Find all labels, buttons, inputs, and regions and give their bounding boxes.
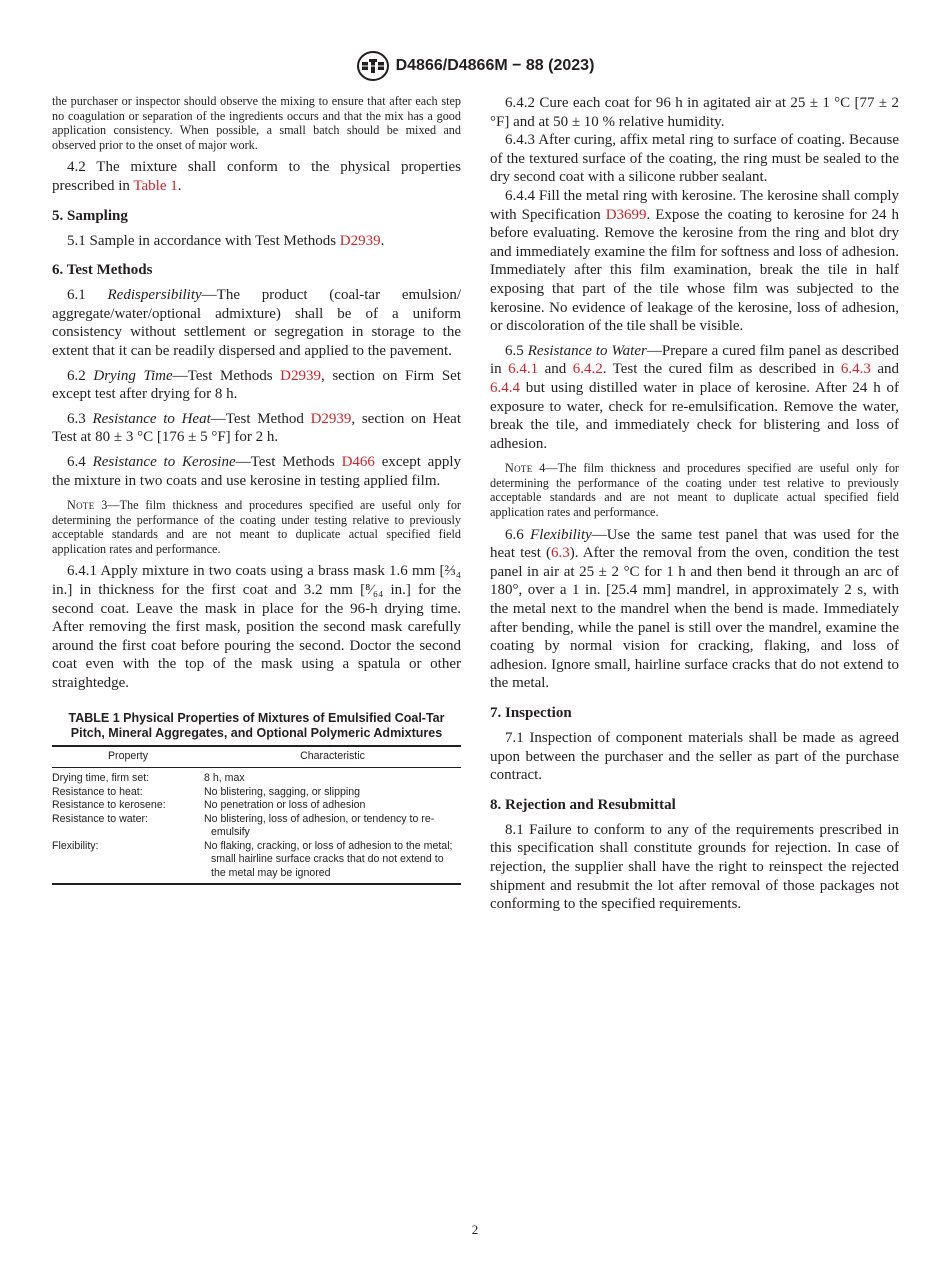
paragraph-6-4-2: 6.4.2 Cure each coat for 96 h in agitated air at 25 ± 1 °C [77 ± 2 °F] and at 50 ± 10 % relative humidity. bbox=[490, 95, 899, 130]
note-3: Note 3—The film thickness and procedures specified are useful only for determining the performance of the coating under testing relative to previously acceptable standards and are not meant to duplicate actual specified field application rates and performance. bbox=[52, 498, 461, 556]
paragraph-6-2: 6.2 Drying Time—Test Methods D2939, section on Firm Set except test after drying for 8 h. bbox=[52, 367, 461, 403]
section-6-4-3-link[interactable]: 6.4.3 bbox=[840, 361, 871, 378]
paragraph-5-1: 5.1 Sample in accordance with Test Methods D2939. bbox=[67, 232, 385, 249]
page-header bbox=[0, 50, 950, 82]
paragraph-4-2: 4.2 The mixture shall conform to the physical properties prescribed in Table 1. bbox=[52, 159, 461, 194]
paragraph-6-4-3: 6.4.3 After curing, affix metal ring to surface of coating. Because of the textured surface of the coating, the ring must be sealed to the dry second coat with a silicone rubber sealant. bbox=[490, 132, 899, 186]
table-1-title: TABLE 1 Physical Properties of Mixtures of Emulsified Coal-Tar Pitch, Mineral Aggregates, and Optional Polymeric Admixtures bbox=[68, 710, 445, 741]
characteristic-cell: No blistering, loss of adhesion, or tendency to re-emulsify bbox=[204, 812, 435, 839]
paragraph-6-6: 6.6 Flexibility—Use the same test panel that was used for the heat test (6.3). After the removal from the oven, condition the test panel in air at 25 ± 2 °C for 1 h and then bend it through an arc of 180°, over a 1 in. [25.4 mm] mandrel, in approximately 2 s, with the metal next to the mandrel when the bend is made. Immediately after bending, while the panel is still over the mandrel, examine the coating by normal vision for cracking, flaking, and loss of adhesion. Ignore small, hairline surface cracks that do not extend to the metal. bbox=[490, 526, 900, 692]
d3699-link[interactable]: D3699 bbox=[605, 206, 647, 223]
table-row bbox=[52, 799, 461, 813]
section-8-heading: 8. Rejection and Resubmittal bbox=[490, 796, 676, 813]
left-column bbox=[52, 94, 461, 885]
section-6-4-1-link[interactable]: 6.4.1 bbox=[508, 361, 539, 378]
paragraph-6-4-1: 6.4.1 Apply mixture in two coats using a brass mask 1.6 mm [⅔₄ in.] in thickness for the first coat and 3.2 mm [⁸⁄₆₄ in.] for the second coat. Leave the mask in place for the 96-h drying time. After removing the first mask, position the second mask carefully around the first coat before pouring the second. Doctor the second coat even with the top of the mask using a spatula or other straightedge. bbox=[52, 563, 461, 692]
d2939-link[interactable]: D2939 bbox=[280, 367, 321, 384]
table-row bbox=[52, 813, 461, 840]
d2939-link[interactable]: D2939 bbox=[339, 232, 381, 249]
property-cell: Resistance to heat: bbox=[52, 785, 143, 798]
page-number: 2 bbox=[471, 1222, 479, 1237]
right-column bbox=[490, 94, 899, 920]
section-6-4-4-link[interactable]: 6.4.4 bbox=[490, 379, 520, 396]
d466-link[interactable]: D466 bbox=[341, 453, 375, 470]
column-header-characteristic: Characteristic bbox=[204, 746, 461, 768]
document-designation: D4866/D4866M − 88 (2023) bbox=[395, 57, 595, 74]
astm-logo-icon bbox=[356, 50, 390, 82]
property-cell: Flexibility: bbox=[52, 839, 99, 852]
property-cell: Resistance to water: bbox=[52, 812, 148, 825]
paragraph-8-1: 8.1 Failure to conform to any of the requirements prescribed in this specification shall constitute grounds for rejection. In case of rejection, the supplier shall have the right to reinspect the rejected shipment and resubmit the lot after removal of those packages not conforming to the specified requirements. bbox=[490, 821, 899, 913]
paragraph-6-4: 6.4 Resistance to Kerosine—Test Methods D466 except apply the mixture in two coats and use kerosine in testing applied film. bbox=[52, 453, 462, 489]
note-4: Note 4—The film thickness and procedures specified are useful only for determining the performance of the coating under test relative to previously acceptable standards and are not meant to duplicate actual specified field application rates and performance. bbox=[490, 461, 899, 520]
column-header-property: Property bbox=[52, 746, 204, 768]
table-row bbox=[52, 786, 461, 800]
paragraph-7-1: 7.1 Inspection of component materials shall be made as agreed upon between the purchaser and the seller as part of the purchase contract. bbox=[490, 730, 899, 784]
table-row bbox=[52, 768, 461, 786]
d2939-link[interactable]: D2939 bbox=[310, 410, 352, 427]
paragraph-6-1: 6.1 Redispersibility—The product (coal-tar emulsion/ aggregate/water/optional admixture) shall be of a uniform consistency without settlement or segregation in storage to the extent that it can be readily dispersed and applied to the pavement. bbox=[52, 287, 461, 359]
properties-table bbox=[52, 745, 461, 886]
table-header-row bbox=[52, 746, 461, 768]
characteristic-cell: No penetration or loss of adhesion bbox=[204, 799, 366, 812]
characteristic-cell: No flaking, cracking, or loss of adhesion to the metal; small hairline surface cracks that do not extend to the metal may be ignored bbox=[204, 839, 453, 879]
paragraph-6-5: 6.5 Resistance to Water—Prepare a cured film panel as described in 6.4.1 and 6.4.2. Test the cured film as described in 6.4.3 and 6.4.4 but using distilled water in place of kerosine. After 24 h of exposure to water, check for re-emulsification. Remove the water, break the tile, and immediately check for blistering and loss of adhesion. bbox=[490, 342, 899, 452]
section-6-heading: 6. Test Methods bbox=[52, 262, 153, 279]
characteristic-cell: 8 h, max bbox=[204, 772, 245, 785]
property-cell: Drying time, firm set: bbox=[52, 772, 150, 785]
section-7-heading: 7. Inspection bbox=[490, 705, 572, 721]
characteristic-cell: No blistering, sagging, or slipping bbox=[204, 785, 361, 798]
property-cell: Resistance to kerosene: bbox=[52, 799, 166, 812]
table-row bbox=[52, 840, 461, 885]
continued-paragraph: the purchaser or inspector should observe the mixing to ensure that after each step no coagulation or separation of the ingredients occurs and that the mix has a good application consistency. When possible, a small batch should be mixed and observed prior to the onset of major work. bbox=[52, 94, 461, 152]
paragraph-6-3: 6.3 Resistance to Heat—Test Method D2939, section on Heat Test at 80 ± 3 °C [176 ± 5 °F] for 2 h. bbox=[52, 410, 461, 446]
table-1-link[interactable]: Table 1 bbox=[133, 177, 178, 194]
section-6-3-link[interactable]: 6.3 bbox=[551, 545, 570, 562]
section-6-4-2-link[interactable]: 6.4.2 bbox=[572, 361, 603, 378]
section-5-heading: 5. Sampling bbox=[52, 207, 128, 224]
paragraph-6-4-4: 6.4.4 Fill the metal ring with kerosine. The kerosine shall comply with Specification D3699. Expose the coating to kerosine for 24 h before evaluating. Remove the kerosine from the ring and blot dry and immediately examine the film for softness and loss of adhesion. Immediately after this film examination, break the tile in half exposing that part of the tile whose film was subjected to the kerosine. No evidence of leakage of the kerosine, loss of adhesion, or discoloration of the tile shall be visible. bbox=[490, 187, 899, 335]
